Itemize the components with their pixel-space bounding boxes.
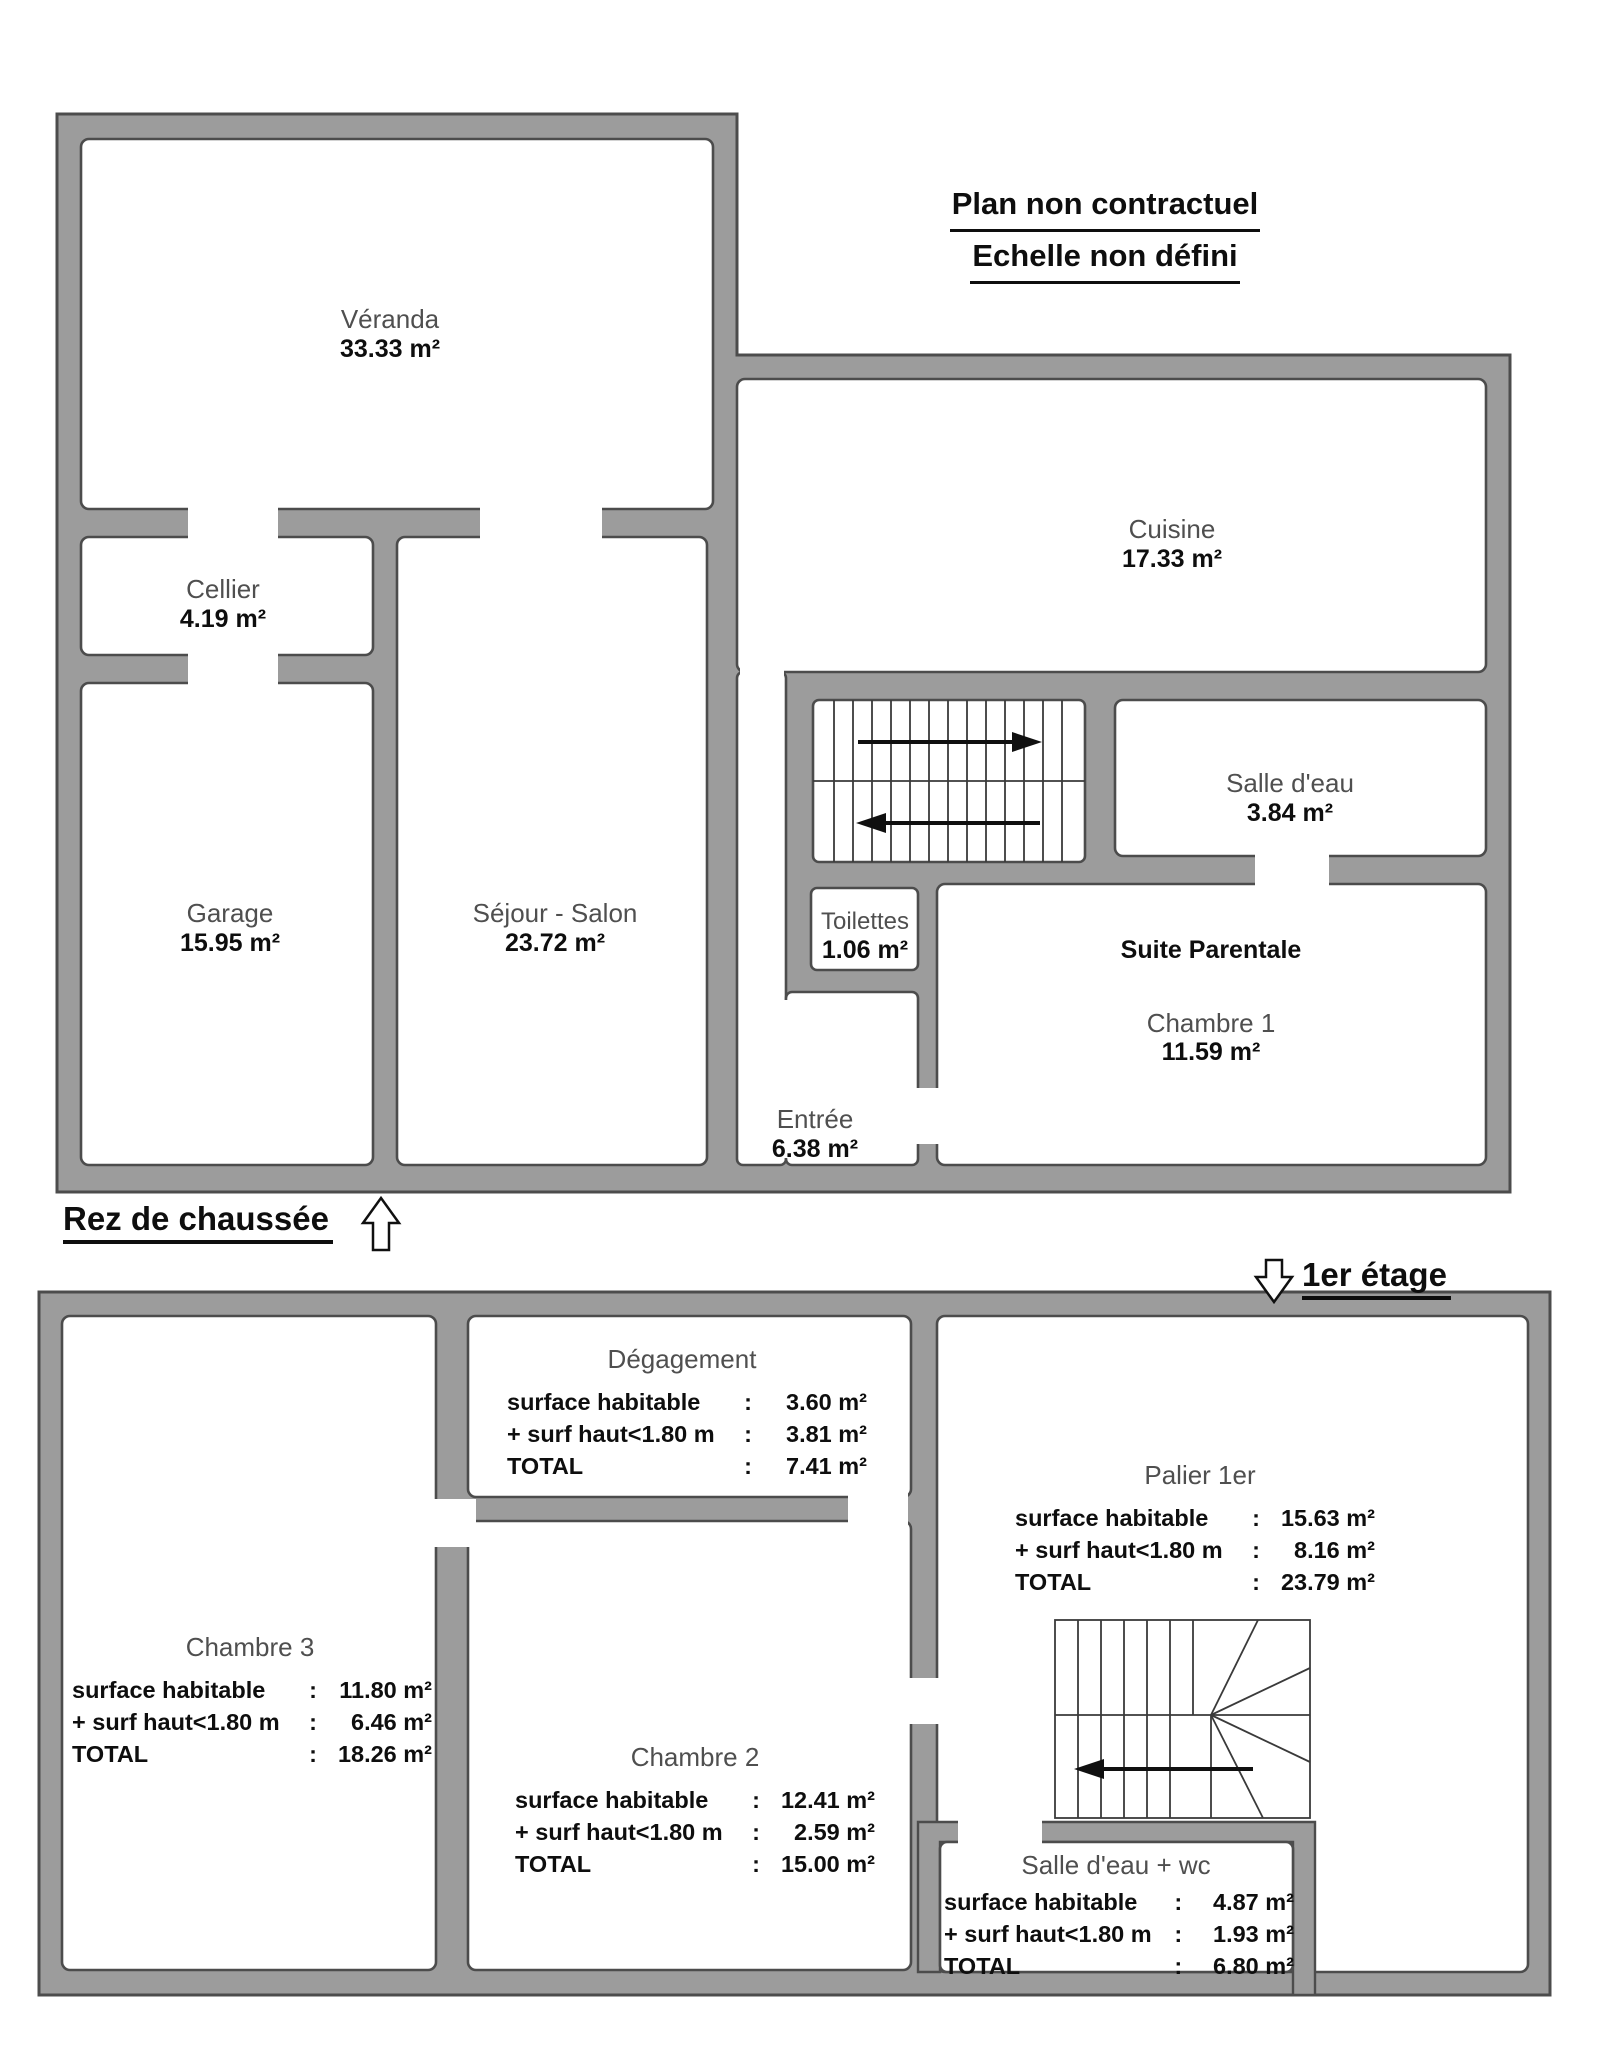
surface-block-salle-deau-wc: Salle d'eau + wc surface habitable : 4.87 m² + surf haut<1.80 m : 1.93 m² TOTAL : 6.80 m² xyxy=(938,1850,1294,1983)
door-gap-chambre3-degagement xyxy=(428,1499,476,1547)
surface-row: surface habitable : 11.80 m² xyxy=(72,1677,432,1703)
opening-cuisine-entree xyxy=(740,664,784,680)
surface-row: TOTAL : 6.80 m² xyxy=(944,1952,1294,1979)
surface-block-chambre3: Chambre 3 surface habitable : 11.80 m² + surf haut<1.80 m : 6.46 m² TOTAL : 18.26 m² xyxy=(50,1632,450,1771)
first-floor-title: 1er étage xyxy=(1302,1256,1451,1300)
door-gap-veranda-sejour xyxy=(480,501,602,545)
plan-title-line2: Echelle non défini xyxy=(970,232,1239,284)
surface-row: + surf haut<1.80 m : 6.46 m² xyxy=(72,1708,432,1735)
surface-row: + surf haut<1.80 m : 3.81 m² xyxy=(507,1420,867,1447)
door-gap-salle-deau-suite xyxy=(1255,848,1329,892)
label-suite-parentale: Suite Parentale Chambre 1 11.59 m² xyxy=(1120,936,1302,1067)
surface-row: TOTAL : 18.26 m² xyxy=(72,1740,432,1767)
door-gap-palier-chambre2 xyxy=(905,1678,943,1724)
label-entree: Entrée 6.38 m² xyxy=(771,1104,859,1163)
surface-row: surface habitable : 3.60 m² xyxy=(507,1389,867,1415)
stairs-up-arrow-icon xyxy=(363,1198,399,1250)
surface-block-degagement: Dégagement surface habitable : 3.60 m² + surf haut<1.80 m : 3.81 m² TOTAL : 7.41 m² xyxy=(462,1344,902,1483)
ground-floor-title: Rez de chaussée xyxy=(63,1200,333,1244)
surface-row: + surf haut<1.80 m : 2.59 m² xyxy=(515,1818,875,1845)
surface-block-chambre2: Chambre 2 surface habitable : 12.41 m² + surf haut<1.80 m : 2.59 m² TOTAL : 15.00 m² xyxy=(495,1742,895,1881)
door-gap-cellier-garage xyxy=(188,647,278,691)
door-gap-veranda-cellier xyxy=(188,501,278,545)
label-garage: Garage 15.95 m² xyxy=(179,898,281,957)
label-veranda: Véranda 33.33 m² xyxy=(339,304,441,363)
surface-block-palier: Palier 1er surface habitable : 15.63 m² + surf haut<1.80 m : 8.16 m² TOTAL : 23.79 m² xyxy=(990,1460,1410,1599)
surface-row: + surf haut<1.80 m : 8.16 m² xyxy=(1015,1536,1375,1563)
label-sejour-salon: Séjour - Salon 23.72 m² xyxy=(472,898,638,957)
door-gap-palier-salle-deau-wc xyxy=(958,1814,1042,1850)
room-entree-corridor xyxy=(737,672,786,1165)
label-cellier: Cellier 4.19 m² xyxy=(179,574,267,633)
room-sejour-salon xyxy=(397,537,707,1165)
surface-row: TOTAL : 15.00 m² xyxy=(515,1850,875,1877)
surface-row: + surf haut<1.80 m : 1.93 m² xyxy=(944,1920,1294,1947)
label-toilettes: Toilettes 1.06 m² xyxy=(820,908,910,965)
surface-row: TOTAL : 7.41 m² xyxy=(507,1452,867,1479)
surface-row: TOTAL : 23.79 m² xyxy=(1015,1568,1375,1595)
surface-row: surface habitable : 15.63 m² xyxy=(1015,1505,1375,1531)
plan-title xyxy=(890,180,1320,284)
plan-title-line1: Plan non contractuel xyxy=(950,180,1261,232)
label-cuisine: Cuisine 17.33 m² xyxy=(1121,514,1223,573)
surface-row: surface habitable : 12.41 m² xyxy=(515,1787,875,1813)
label-salle-deau-ground: Salle d'eau 3.84 m² xyxy=(1226,768,1354,827)
door-gap-degagement-chambre2 xyxy=(848,1491,908,1531)
surface-row: surface habitable : 4.87 m² xyxy=(944,1889,1294,1915)
